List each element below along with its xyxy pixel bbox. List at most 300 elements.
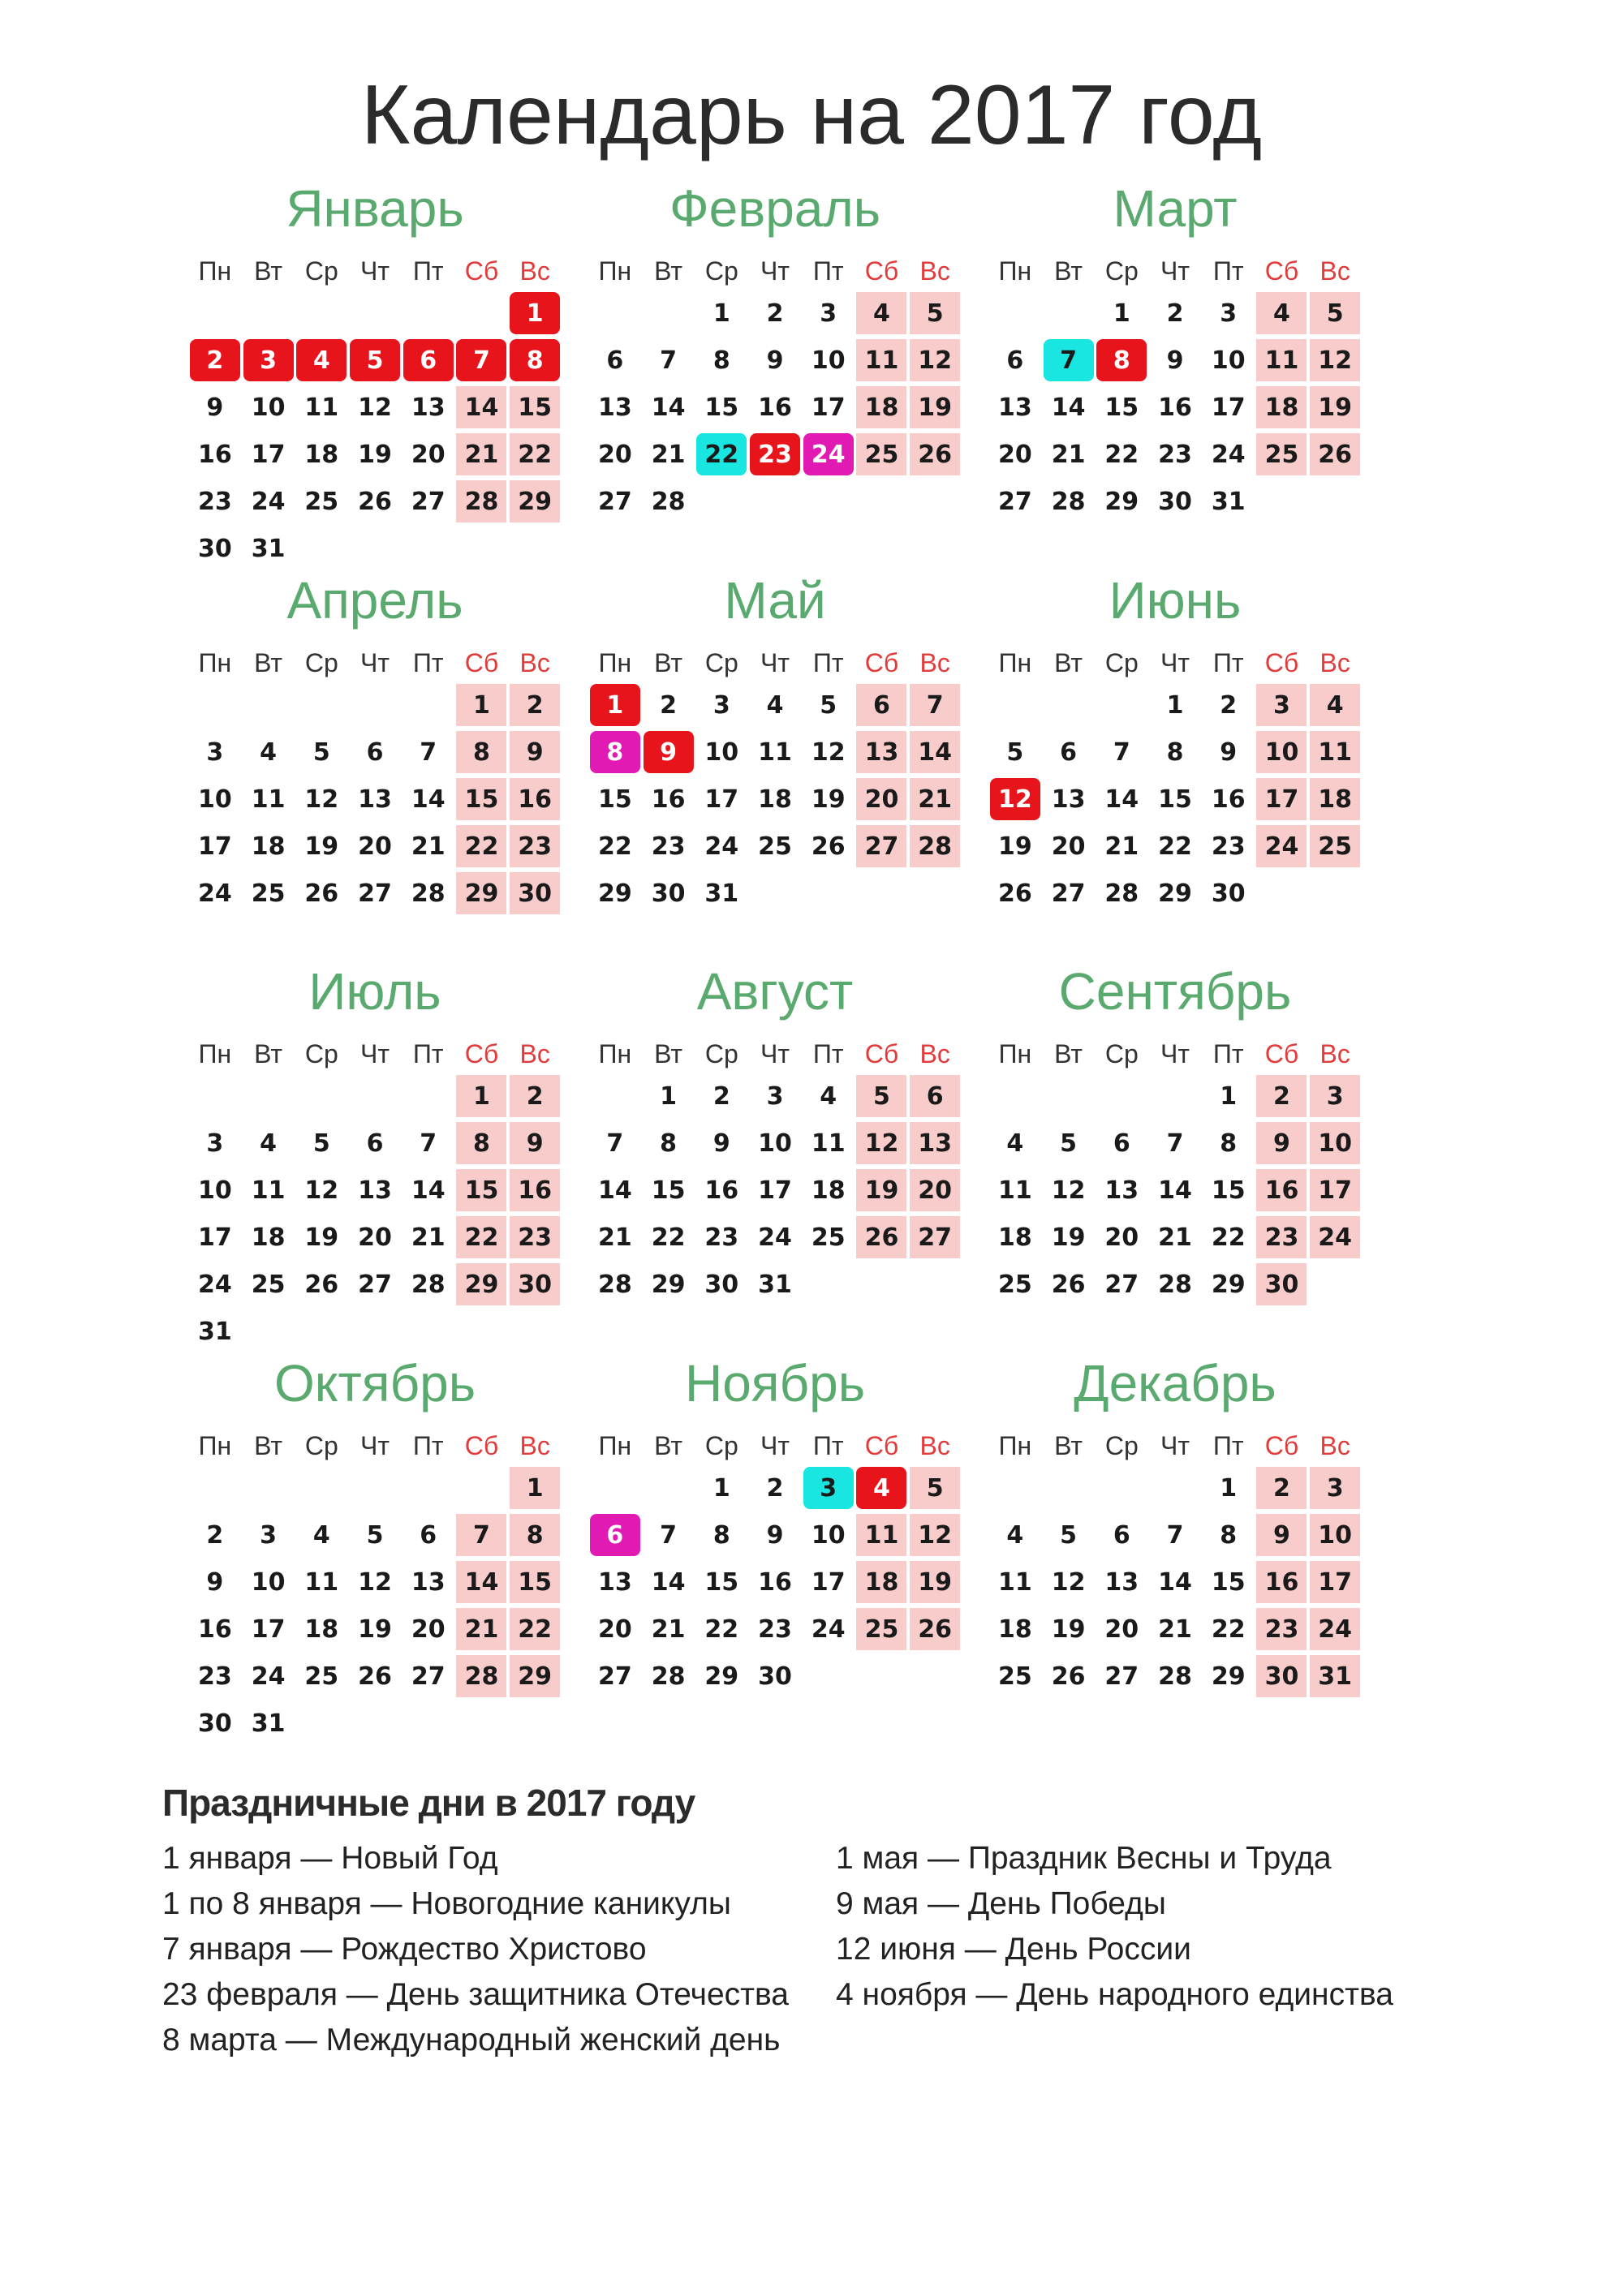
week-row — [588, 870, 962, 917]
month-name: Декабрь — [1074, 1354, 1276, 1412]
day-cell — [455, 870, 509, 917]
day-number: 25 — [251, 879, 286, 908]
weekday-label: Вс — [1319, 256, 1350, 286]
weekday-header — [988, 644, 1362, 681]
day-cell — [188, 1511, 242, 1559]
day-cell — [855, 290, 909, 337]
day-cell — [508, 1214, 562, 1261]
day-cell — [1095, 776, 1148, 823]
day-cell — [988, 1261, 1042, 1308]
holiday-day-number: 4 — [296, 339, 347, 381]
day-cell — [1255, 384, 1309, 431]
day-number: 20 — [411, 440, 446, 469]
day-number: 19 — [910, 1561, 960, 1603]
day-number: 8 — [712, 1520, 730, 1550]
day-cell — [642, 1214, 695, 1261]
day-cell — [695, 1511, 748, 1559]
day-number: 25 — [856, 1608, 906, 1650]
day-number: 24 — [251, 1662, 286, 1691]
holiday-day-number: 7 — [1044, 339, 1094, 381]
day-cell — [348, 729, 402, 776]
weekday-label: Вс — [519, 1431, 550, 1460]
day-number: 14 — [1104, 785, 1139, 814]
day-cell — [348, 1214, 402, 1261]
day-number: 17 — [251, 440, 286, 469]
day-number: 30 — [1256, 1263, 1307, 1305]
day-cell — [348, 337, 402, 384]
weekday-label: Ср — [704, 1431, 738, 1460]
weekday-label: Пт — [412, 648, 444, 677]
day-number: 11 — [758, 737, 792, 767]
week-row — [188, 1559, 562, 1606]
day-number: 30 — [1158, 487, 1192, 516]
day-cell — [295, 431, 348, 478]
day-number: 4 — [1006, 1129, 1024, 1158]
empty-cell — [188, 1073, 242, 1120]
day-cell — [1042, 478, 1096, 525]
day-number: 1 — [1113, 299, 1130, 328]
day-number: 19 — [1051, 1223, 1086, 1252]
day-number: 7 — [1166, 1129, 1184, 1158]
weekday-label: Вс — [919, 256, 950, 286]
empty-cell — [242, 1464, 295, 1511]
day-number: 25 — [304, 1662, 339, 1691]
day-number: 16 — [510, 778, 560, 820]
empty-cell — [855, 870, 909, 917]
day-cell — [455, 1073, 509, 1120]
day-number: 26 — [1051, 1662, 1086, 1691]
day-number: 9 — [712, 1129, 730, 1158]
day-cell — [1255, 337, 1309, 384]
day-cell — [242, 776, 295, 823]
weekday-label: Пн — [198, 1039, 232, 1068]
day-number: 30 — [651, 879, 686, 908]
day-number: 19 — [358, 1615, 392, 1644]
day-cell — [802, 1120, 855, 1167]
day-number: 24 — [251, 487, 286, 516]
day-cell — [695, 337, 748, 384]
holiday-day-number: 9 — [644, 731, 694, 773]
day-cell — [642, 384, 695, 431]
day-cell — [242, 1261, 295, 1308]
week-row — [988, 431, 1362, 478]
day-cell — [242, 729, 295, 776]
empty-cell — [908, 478, 962, 525]
empty-cell — [588, 290, 642, 337]
day-cell — [348, 1511, 402, 1559]
day-cell — [908, 1464, 962, 1511]
day-cell — [588, 1214, 642, 1261]
weekday-label: Чт — [1160, 1039, 1190, 1068]
day-number: 20 — [1104, 1615, 1139, 1644]
empty-cell — [1042, 290, 1096, 337]
day-cell — [1202, 290, 1255, 337]
weekday-label: Вт — [1054, 1039, 1083, 1068]
day-number: 3 — [1256, 684, 1307, 726]
day-number: 1 — [456, 684, 506, 726]
day-number: 22 — [597, 832, 632, 861]
day-cell — [1202, 776, 1255, 823]
day-cell — [455, 1606, 509, 1653]
day-number: 25 — [251, 1270, 286, 1299]
day-number: 27 — [997, 487, 1032, 516]
day-number: 24 — [197, 1270, 232, 1299]
empty-cell — [988, 1073, 1042, 1120]
day-cell — [588, 337, 642, 384]
day-cell — [402, 729, 455, 776]
day-number: 17 — [251, 1615, 286, 1644]
day-number: 10 — [251, 393, 286, 422]
day-number: 28 — [597, 1270, 632, 1299]
week-row — [588, 1261, 962, 1308]
day-cell — [1095, 431, 1148, 478]
holiday-day-number: 6 — [403, 339, 454, 381]
day-cell — [188, 1308, 242, 1355]
day-cell — [455, 1559, 509, 1606]
month-name: Июль — [308, 962, 441, 1021]
day-number: 26 — [856, 1216, 906, 1258]
day-number: 11 — [304, 393, 339, 422]
day-number: 21 — [456, 1608, 506, 1650]
weekday-label: Чт — [360, 648, 390, 677]
day-cell — [295, 729, 348, 776]
day-cell — [642, 1261, 695, 1308]
day-number: 16 — [510, 1169, 560, 1211]
day-cell — [908, 823, 962, 870]
day-number: 3 — [206, 1129, 224, 1158]
day-number: 24 — [1211, 440, 1246, 469]
day-cell — [588, 1511, 642, 1559]
weekday-label: Вс — [519, 1039, 550, 1068]
day-cell — [588, 1261, 642, 1308]
day-number: 6 — [366, 737, 384, 767]
day-cell — [802, 384, 855, 431]
day-number: 5 — [1310, 292, 1360, 334]
day-number: 22 — [510, 433, 560, 475]
day-cell — [855, 431, 909, 478]
day-number: 14 — [910, 731, 960, 773]
day-cell — [1148, 1511, 1202, 1559]
month-name: Ноябрь — [684, 1354, 866, 1412]
day-cell — [508, 823, 562, 870]
day-cell — [695, 1559, 748, 1606]
day-number: 27 — [597, 1662, 632, 1691]
day-number: 29 — [597, 879, 632, 908]
week-row — [588, 1606, 962, 1653]
week-row — [988, 776, 1362, 823]
weekday-label: Ср — [704, 1039, 738, 1068]
empty-cell — [295, 1308, 348, 1355]
week-row — [988, 1606, 1362, 1653]
holiday-item: 8 марта — Международный женский день — [162, 2023, 781, 2057]
empty-cell — [1308, 870, 1362, 917]
day-number: 13 — [997, 393, 1032, 422]
day-number: 30 — [758, 1662, 792, 1691]
day-number: 25 — [758, 832, 792, 861]
day-cell — [1042, 1120, 1096, 1167]
day-cell — [1095, 1606, 1148, 1653]
holiday-day-number: 2 — [190, 339, 240, 381]
day-cell — [988, 1214, 1042, 1261]
empty-cell — [988, 1464, 1042, 1511]
day-cell — [295, 870, 348, 917]
day-cell — [402, 1559, 455, 1606]
day-number: 30 — [510, 872, 560, 914]
day-number: 1 — [712, 1473, 730, 1503]
day-number: 18 — [856, 386, 906, 428]
day-number: 23 — [1256, 1608, 1307, 1650]
day-cell — [748, 1120, 802, 1167]
day-cell — [802, 1464, 855, 1511]
day-number: 7 — [1166, 1520, 1184, 1550]
day-number: 31 — [251, 534, 286, 563]
weekday-label: Сб — [464, 1431, 499, 1460]
month-name: Июнь — [1109, 571, 1242, 630]
day-number: 16 — [197, 440, 232, 469]
day-number: 2 — [206, 1520, 224, 1550]
week-row — [988, 1559, 1362, 1606]
day-number: 11 — [1256, 339, 1307, 381]
day-number: 29 — [456, 872, 506, 914]
day-cell — [455, 1120, 509, 1167]
day-number: 7 — [420, 1129, 437, 1158]
week-row — [188, 1606, 562, 1653]
day-cell — [295, 1511, 348, 1559]
day-cell — [188, 1261, 242, 1308]
day-cell — [402, 1261, 455, 1308]
day-cell — [242, 1653, 295, 1700]
day-cell — [748, 384, 802, 431]
day-cell — [348, 870, 402, 917]
day-number: 20 — [856, 778, 906, 820]
week-row — [588, 431, 962, 478]
day-cell — [1148, 337, 1202, 384]
day-number: 31 — [251, 1709, 286, 1738]
day-cell — [588, 776, 642, 823]
day-number: 23 — [651, 832, 686, 861]
empty-cell — [348, 290, 402, 337]
day-number: 9 — [1256, 1514, 1307, 1556]
month-4 — [188, 571, 562, 917]
day-cell — [988, 823, 1042, 870]
day-cell — [588, 431, 642, 478]
day-number: 10 — [811, 1520, 846, 1550]
day-number: 22 — [651, 1223, 686, 1252]
weekday-label: Пн — [598, 256, 632, 286]
day-number: 7 — [1113, 737, 1130, 767]
day-number: 14 — [411, 1176, 446, 1205]
day-number: 21 — [910, 778, 960, 820]
week-row — [188, 1073, 562, 1120]
day-number: 9 — [1220, 737, 1238, 767]
day-number: 4 — [1006, 1520, 1024, 1550]
day-cell — [642, 478, 695, 525]
day-cell — [455, 823, 509, 870]
weekday-label: Пт — [1212, 1431, 1244, 1460]
week-row — [188, 1120, 562, 1167]
empty-cell — [348, 525, 402, 572]
day-cell — [1202, 478, 1255, 525]
day-number: 10 — [758, 1129, 792, 1158]
day-number: 25 — [1310, 825, 1360, 867]
day-number: 30 — [510, 1263, 560, 1305]
day-cell — [695, 1261, 748, 1308]
day-number: 28 — [651, 1662, 686, 1691]
day-number: 17 — [811, 393, 846, 422]
weekday-label: Пт — [412, 1431, 444, 1460]
day-cell — [188, 1653, 242, 1700]
day-cell — [1042, 1606, 1096, 1653]
holiday-day-number: 8 — [510, 339, 560, 381]
day-number: 28 — [651, 487, 686, 516]
empty-cell — [508, 1308, 562, 1355]
weekday-label: Пт — [412, 1039, 444, 1068]
empty-cell — [1042, 681, 1096, 729]
day-number: 13 — [597, 1567, 632, 1597]
day-cell — [348, 1167, 402, 1214]
day-cell — [642, 1073, 695, 1120]
day-cell — [348, 823, 402, 870]
weekday-label: Пн — [198, 256, 232, 286]
day-cell — [1255, 1511, 1309, 1559]
day-cell — [402, 1606, 455, 1653]
weekday-header — [588, 1427, 962, 1464]
day-number: 1 — [1220, 1081, 1238, 1111]
day-cell — [188, 431, 242, 478]
weekday-label: Вс — [519, 648, 550, 677]
day-number: 10 — [704, 737, 739, 767]
day-number: 16 — [704, 1176, 739, 1205]
empty-cell — [908, 1653, 962, 1700]
day-cell — [748, 290, 802, 337]
weekday-label: Пт — [812, 256, 844, 286]
week-row — [188, 1308, 562, 1355]
day-cell — [642, 1511, 695, 1559]
day-number: 12 — [856, 1122, 906, 1164]
weekday-label: Пн — [598, 1039, 632, 1068]
day-cell — [1042, 337, 1096, 384]
weekday-label: Пн — [998, 1039, 1032, 1068]
day-cell — [508, 1120, 562, 1167]
holiday-day-number: 5 — [350, 339, 400, 381]
day-cell — [348, 384, 402, 431]
day-cell — [588, 729, 642, 776]
week-row — [988, 1073, 1362, 1120]
week-row — [188, 1653, 562, 1700]
day-cell — [855, 384, 909, 431]
day-number: 24 — [1256, 825, 1307, 867]
day-number: 21 — [411, 832, 446, 861]
empty-cell — [242, 290, 295, 337]
day-cell — [1095, 1214, 1148, 1261]
day-cell — [295, 337, 348, 384]
day-cell — [748, 1464, 802, 1511]
day-number: 17 — [704, 785, 739, 814]
day-number: 15 — [1158, 785, 1192, 814]
day-cell — [508, 681, 562, 729]
day-number: 1 — [1220, 1473, 1238, 1503]
day-number: 18 — [997, 1223, 1032, 1252]
empty-cell — [988, 290, 1042, 337]
day-cell — [1202, 1167, 1255, 1214]
day-number: 25 — [1256, 433, 1307, 475]
day-number: 9 — [766, 346, 784, 375]
day-cell — [508, 870, 562, 917]
day-cell — [988, 384, 1042, 431]
day-cell — [1255, 1653, 1309, 1700]
day-cell — [1255, 729, 1309, 776]
day-number: 26 — [811, 832, 846, 861]
day-number: 19 — [1310, 386, 1360, 428]
day-cell — [748, 1214, 802, 1261]
day-cell — [295, 1261, 348, 1308]
day-cell — [188, 525, 242, 572]
month-name: Февраль — [669, 179, 881, 238]
week-row — [188, 870, 562, 917]
day-number: 27 — [1104, 1662, 1139, 1691]
holiday-day-number: 1 — [590, 684, 640, 726]
day-number: 26 — [910, 433, 960, 475]
week-row — [188, 1261, 562, 1308]
day-number: 9 — [1256, 1122, 1307, 1164]
week-row — [988, 1653, 1362, 1700]
empty-cell — [348, 681, 402, 729]
weekday-label: Сб — [464, 648, 499, 677]
day-cell — [188, 1120, 242, 1167]
day-number: 20 — [997, 440, 1032, 469]
day-cell — [1148, 478, 1202, 525]
day-number: 7 — [660, 1520, 678, 1550]
day-number: 18 — [251, 1223, 286, 1252]
empty-cell — [242, 1073, 295, 1120]
day-number: 29 — [651, 1270, 686, 1299]
day-number: 28 — [1051, 487, 1086, 516]
day-cell — [455, 1261, 509, 1308]
week-row — [988, 870, 1362, 917]
day-cell — [1202, 1464, 1255, 1511]
day-number: 5 — [856, 1075, 906, 1117]
day-cell — [695, 870, 748, 917]
day-number: 26 — [1051, 1270, 1086, 1299]
day-number: 30 — [197, 1709, 232, 1738]
day-cell — [988, 1559, 1042, 1606]
day-number: 11 — [856, 339, 906, 381]
day-number: 1 — [510, 1467, 560, 1509]
day-cell — [802, 1214, 855, 1261]
month-name: Сентябрь — [1058, 962, 1292, 1021]
day-number: 2 — [766, 1473, 784, 1503]
day-cell — [1308, 1559, 1362, 1606]
day-number: 11 — [251, 785, 286, 814]
day-cell — [1042, 384, 1096, 431]
day-cell — [748, 776, 802, 823]
day-cell — [588, 870, 642, 917]
day-cell — [295, 478, 348, 525]
week-row — [588, 478, 962, 525]
day-cell — [1308, 1073, 1362, 1120]
day-cell — [1308, 290, 1362, 337]
day-cell — [1308, 1653, 1362, 1700]
day-number: 15 — [456, 1169, 506, 1211]
day-cell — [1308, 431, 1362, 478]
empty-cell — [455, 1308, 509, 1355]
empty-cell — [188, 681, 242, 729]
day-cell — [455, 384, 509, 431]
weekday-label: Вт — [654, 1039, 683, 1068]
day-number: 4 — [260, 737, 278, 767]
day-cell — [748, 1653, 802, 1700]
holiday-item: 23 февраля — День защитника Отечества — [162, 1977, 790, 2012]
